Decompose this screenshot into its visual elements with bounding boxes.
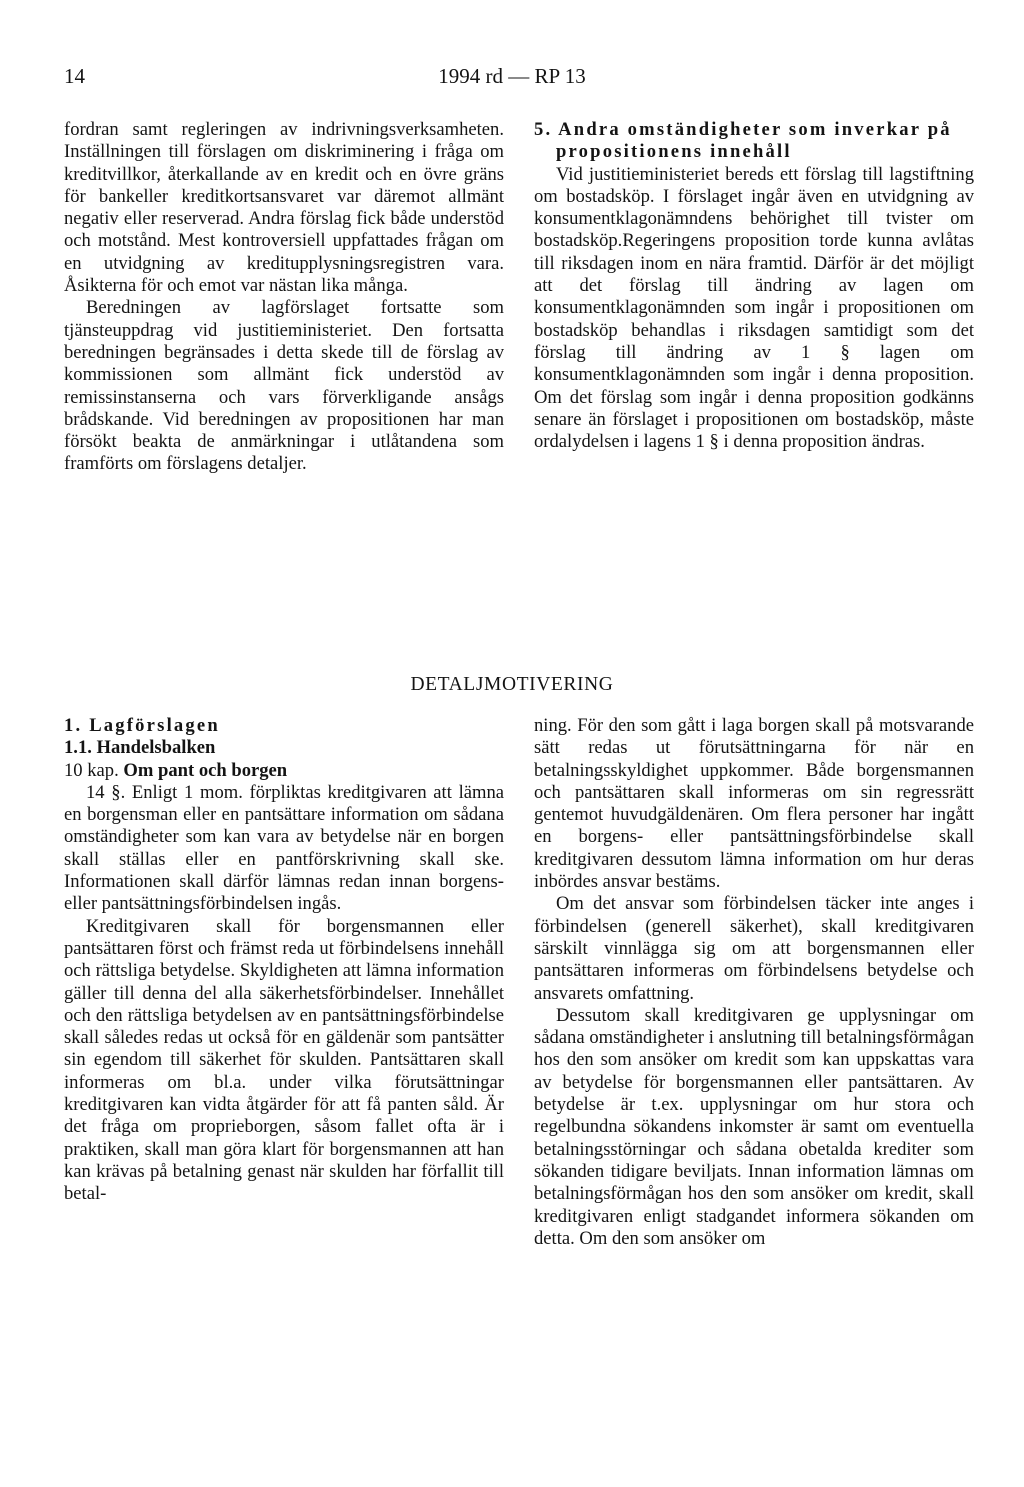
heading-lagforslagen: 1. Lagförslagen [64,715,220,736]
bottom-right-column [534,715,974,1250]
page-number: 14 [64,64,85,88]
paragraph: Kreditgivaren skall för borgensmannen eller pantsättaren först och främst reda ut förbindelsens innehåll och rättsliga betydelse. Skyldigheten att lämna information gäller till denna del alla säkerhetsförbindelser. Innehållet och den rättsliga betydelsen av en pantsättningsförbindelse skall således redas ut också för en gäldenär som pantsätter sin egendom till säkerhet för skulden. Pantsättaren skall informeras om bl.a. under vilka förutsättningar kreditgivaren kan vidta åtgärder för att få panten såld. Är det fråga om proprieborgen, såsom fallet ofta är i praktiken, skall man göra klart för borgensmannen att han kan krävas på betalning genast när skulden har förfallit till betal- [64,915,504,1205]
chapter-number: 10 kap. [64,759,119,781]
bottom-left-column [64,715,504,1206]
top-left-column [64,119,504,476]
heading-handelsbalken: 1.1. Handelsbalken [64,737,216,759]
chapter-title: Om pant och borgen [123,759,288,781]
paragraph: Dessutom skall kreditgivaren ge upplysningar om sådana omständigheter i anslutning till betalningsförmågan hos den som ansöker om kredit som kan uppskattas vara av betydelse för borgensmannen eller pantsättaren. Av betydelse är t.ex. upplysningar om hur stora och regelbundna sökandens inkomster är samt om eventuella betalningsstörningar och sådana obetalda krediter som sökanden tidigare beviljats. Innan information lämnas om betalningsförmågan hos den som ansöker om kredit, skall kreditgivaren enligt stadgandet informera sökanden om detta. Om den som ansöker om [534,1004,974,1249]
paragraph: Beredningen av lagförslaget fortsatte som tjänsteuppdrag vid justitieministeriet. Den fortsatta beredningen begränsades i detta skede till de förslag av kommissionen som allmänt fick understöd av remissinstanserna och vars förverkligande ansågs brådskande. Vid beredningen av propositionen har man försökt beakta de anmärkningar i utlåtandena som framförts om förslagens detaljer. [64,297,504,475]
paragraph: Vid justitieministeriet bereds ett förslag till lagstiftning om bostadsköp. I förslaget ingår även en utvidgning av konsumentklagonämndens behörighet till tvister om bostadsköp.Regeringens proposition torde kunna avlåtas till riksdagen inom en nära framtid. Därför är det möjligt att det förslag till ändring av lagen om konsumentklagonämnden som ingår i propositionen om bostadsköp behandlas i riksdagen samtidigt som det förslag till ändring av 1 § lagen om konsumentklagonämnden som ingår i denna proposition. Om det förslag som ingår i denna proposition godkänns senare än förslaget i propositionen om bostadsköp, måste ordalydelsen i lagens 1 § i denna proposition ändras. [534,163,974,453]
detaljmotivering-title: DETALJMOTIVERING [410,674,614,695]
paragraph: fordran samt regleringen av indrivningsverksamheten. Inställningen till förslagen om diskriminering i fråga om kreditvillkor, återkallande av en kredit och en övre gräns för bankeller kreditkortsansvaret var däremot allmänt negativ eller reserverad. Andra förslag fick både understöd och motstånd. Mest kontroversiell uppfattades frågan om en utvidgning av kreditupplysningsregistren vara. Åsikterna för och emot var nästan lika många. [64,119,504,297]
chapter-heading [64,760,504,782]
running-title: 1994 rd — RP 13 [438,64,586,88]
paragraph: Om det ansvar som förbindelsen täcker inte anges i förbindelsen (generell säkerhet), skall kreditgivaren särskilt vinnlägga sig om att borgensmannen eller pantsättaren informeras om förbindelsens betydelse och ansvarets omfattning. [534,893,974,1004]
top-right-column [534,119,974,453]
section-5-heading: 5. Andra omständigheter som inverkar på propositionens innehåll [534,119,952,163]
paragraph: 14 §. Enligt 1 mom. förpliktas kreditgivaren att lämna en borgensman eller en pantsättare information om sådana omständigheter som kan vara av betydelse när en borgen skall ställas eller en pantförskrivning skall ske. Informationen skall därför lämnas redan innan borgens- eller pantsättningsförbindelsen ingås. [64,781,504,915]
paragraph: ning. För den som gått i laga borgen skall på motsvarande sätt redas ut förutsättningarna för när en betalningsskyldighet uppkommer. Både borgensmannen och pantsättaren skall informeras om sin regressrätt gentemot huvudgäldenären. Om flera personer har ingått en borgens- eller pantsättningsförbindelse skall kreditgivaren dessutom lämna information om hur deras inbördes ansvar bestäms. [534,715,974,893]
